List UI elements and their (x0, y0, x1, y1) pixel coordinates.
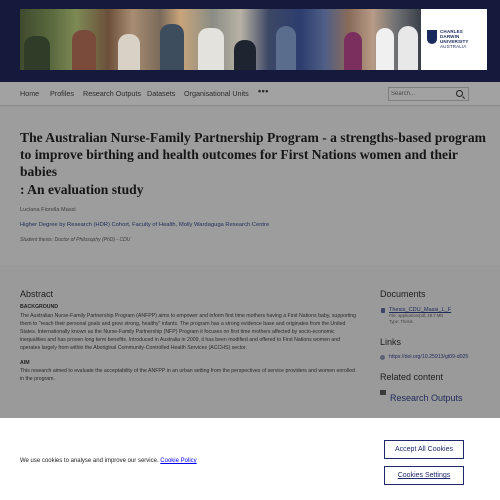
cookie-message (20, 458, 197, 464)
publication-header (0, 107, 500, 265)
org-link-faculty-health[interactable]: Faculty of Health (132, 222, 176, 228)
banner-figure (398, 26, 418, 70)
abstract-paragraph: The Australian Nurse-Family Partnership Program (ANFPP) aims to empower and inform first time mothers having a First Nations baby, supporting them to "reach their personal goals and grow strong, healthy" infants. The program has a strong evidence base and originates from the United States. Internationally known as the Nurse-Family Partnership (NFP) Program it focuses on first time mothers affected by socio-economic inequalities and has proven long term benefits. Introduced in Australia in 2009, it has been modified and offered to First Nations women and operates largely from within the Aboriginal Community-Controlled Health Services (ACCHS) sector. (20, 312, 357, 352)
logo-line: AUSTRALIA (440, 44, 467, 49)
doi-link[interactable]: https://doi.org/10.25913/gt09-d025 (389, 354, 469, 360)
nav-datasets[interactable]: Datasets (147, 89, 176, 98)
abstract-heading: Abstract (20, 289, 54, 299)
cdu-logo[interactable] (421, 9, 487, 70)
document-item (380, 307, 490, 325)
cookie-policy-link[interactable]: Cookie Policy (160, 458, 197, 464)
banner-figure (376, 28, 394, 70)
nav-profiles[interactable]: Profiles (50, 89, 74, 98)
shield-icon (427, 30, 437, 44)
banner-figure (276, 26, 296, 70)
search-box (388, 87, 469, 101)
cookie-text: We use cookies to analyse and improve our service. (20, 458, 159, 464)
link-item (380, 354, 490, 360)
search-icon[interactable] (456, 90, 463, 97)
file-icon (381, 308, 385, 313)
thesis-type: Student thesis: Doctor of Philosophy (PhD) - CDU (20, 237, 131, 243)
banner-figure (160, 24, 184, 70)
abstract-subheading: BACKGROUND (20, 304, 59, 310)
banner-figure (72, 30, 96, 70)
banner-photo-collage (20, 9, 421, 70)
nav-home[interactable]: Home (20, 89, 40, 98)
related-content-heading: Related content (380, 372, 444, 382)
documents-heading: Documents (380, 289, 426, 299)
main-nav (0, 82, 500, 106)
accept-all-cookies-button[interactable]: Accept All Cookies (384, 440, 464, 459)
external-link-icon (380, 355, 385, 360)
links-heading: Links (380, 337, 402, 347)
page-title: The Australian Nurse-Family Partnership Program - a strengths-based program to improve birthing and health outcomes for First Nations women and their babies : An evaluation study (20, 130, 486, 197)
logo-line: UNIVERSITY (440, 39, 469, 44)
logo-line: DARWIN (440, 34, 460, 39)
document-meta: File: application/pdf, 28.7 MB (389, 313, 444, 318)
site-banner (0, 0, 500, 82)
author-name[interactable]: Luciana Fiorella Massi (20, 207, 76, 213)
abstract-subheading: AIM (20, 359, 30, 366)
cookies-settings-button[interactable]: Cookies Settings (384, 466, 464, 485)
org-link-molly-wardaguga[interactable]: Molly Wardaguga Research Centre (178, 222, 270, 228)
search-input[interactable] (391, 89, 451, 99)
abstract-section (20, 289, 360, 390)
related-item (380, 388, 490, 406)
banner-figure (344, 32, 362, 70)
cookie-banner (0, 418, 500, 500)
sidebar (380, 289, 490, 406)
nav-research-outputs[interactable]: Research Outputs (83, 89, 141, 98)
org-separator: , (175, 222, 179, 228)
document-link[interactable]: Thesis_CDU_Massi_L_F (389, 307, 452, 313)
research-outputs-icon (380, 390, 386, 395)
abstract-paragraph: This research aimed to evaluate the acceptability of the ANFPP in an urban setting from the perspectives of service providers and women enrolled in the program. (20, 368, 355, 383)
more-menu-button[interactable]: ••• (258, 86, 269, 96)
document-meta: Type: Thesis (389, 319, 413, 324)
org-separator: , (128, 222, 133, 228)
organisation-links (20, 222, 269, 228)
banner-figure (198, 28, 224, 70)
org-link-hdr-cohort[interactable]: Higher Degree by Research (HDR) Cohort (20, 222, 129, 228)
related-research-outputs-link[interactable]: Research Outputs (390, 393, 463, 403)
logo-line: CHARLES (440, 29, 463, 34)
banner-figure (118, 34, 140, 70)
banner-figure (24, 36, 50, 70)
banner-figure (234, 40, 256, 70)
nav-organisational-units[interactable]: Organisational Units (184, 89, 249, 98)
